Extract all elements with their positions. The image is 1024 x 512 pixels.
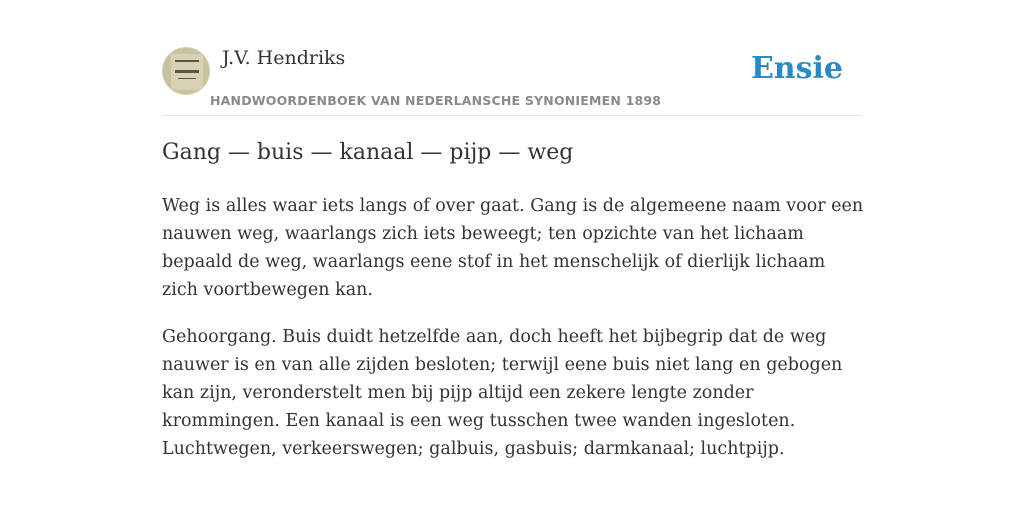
entry-paragraph: Weg is alles waar iets langs of over gaat. Gang is de algemeene naam voor een nauwen weg, waarlangs zich iets beweegt; ten opzichte van het lichaam bepaald de weg, waarlangs eene stof in het menschelijk of dierlijk lichaam zich voortbewegen kan. (162, 196, 864, 300)
author-name[interactable]: J.V. Hendriks (222, 47, 346, 69)
entry-body (162, 192, 864, 482)
entry-header (162, 45, 862, 116)
source-book-title[interactable]: HANDWOORDENBOEK VAN NEDERLANSCHE SYNONIEMEN 1898 (210, 93, 662, 108)
ensie-logo-link[interactable]: Ensie (750, 51, 843, 86)
cover-text-line (175, 60, 199, 62)
book-cover-avatar[interactable] (162, 47, 210, 95)
entry-title: Gang — buis — kanaal — pijp — weg (162, 140, 574, 165)
entry-paragraph: Gehoorgang. Buis duidt hetzelfde aan, doch heeft het bijbegrip dat de weg nauwer is en van alle zijden besloten; terwijl eene buis niet lang en gebogen kan zijn, veronderstelt men bij pijp altijd een zekere lengte zonder krommingen. Een kanaal is een weg tusschen twee wanden ingesloten. Luchtwegen, verkeerswegen; galbuis, gasbuis; darmkanaal; luchtpijp. (162, 327, 843, 459)
cover-text-line (178, 78, 196, 79)
cover-text-line (175, 70, 199, 73)
